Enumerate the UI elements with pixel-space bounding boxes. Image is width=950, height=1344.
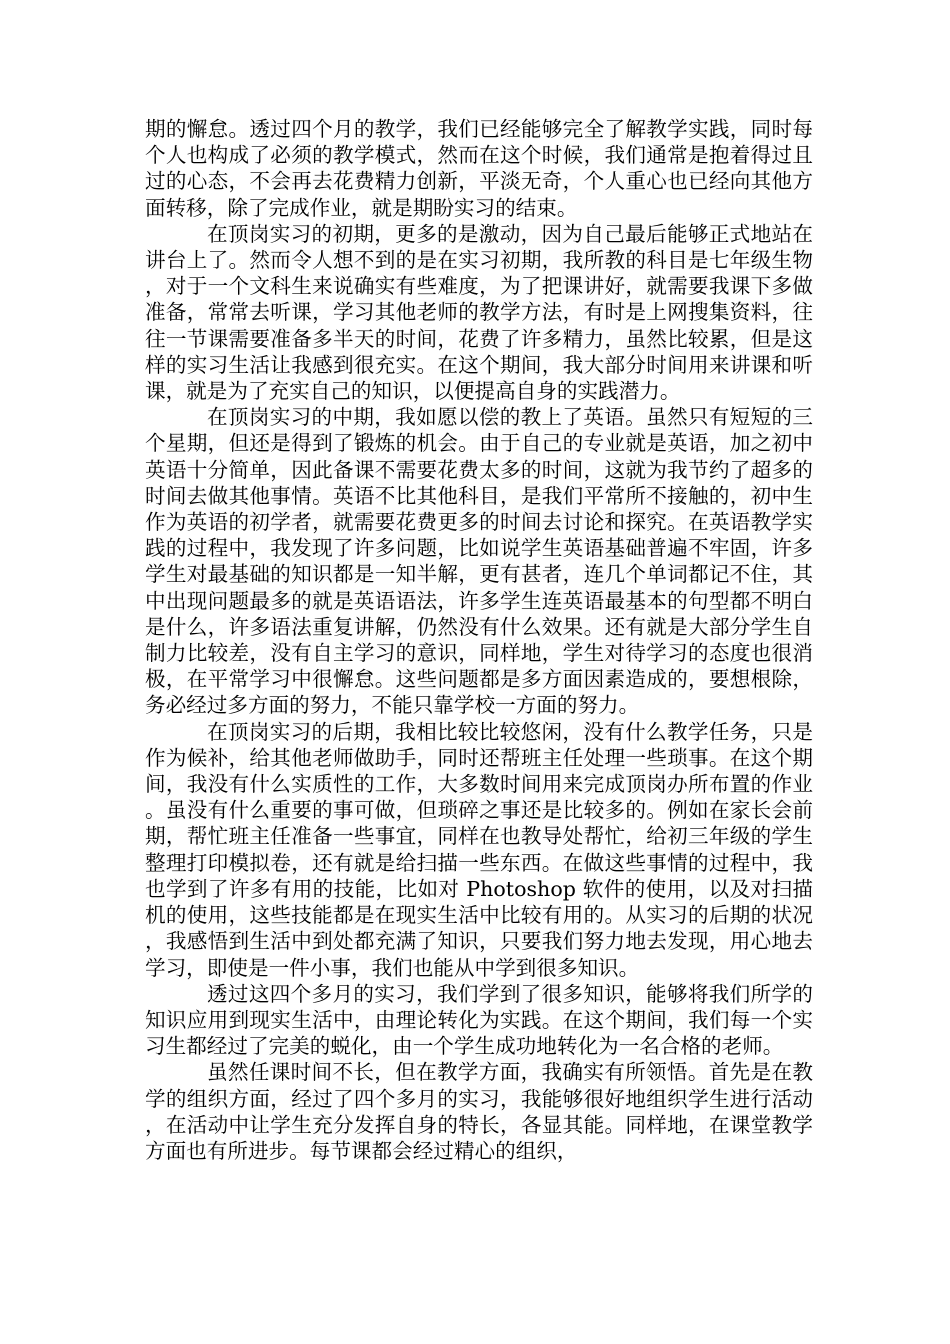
paragraph-continuation: 期的懈怠。透过四个月的教学，我们已经能够完全了解教学实践，同时每个人也构成了必须的教学模式，然而在这个时候，我们通常是抱着得过且过的心态，不会再去花费精力创新，平淡无奇，个人重心也已经向其他方面转移，除了完成作业，就是期盼实习的结束。: [145, 117, 813, 220]
paragraph-summary: 透过这四个多月的实习，我们学到了很多知识，能够将我们所学的知识应用到现实生活中，由理论转化为实践。在这个期间，我们每一个实习生都经过了完美的蜕化，由一个学生成功地转化为一名合格的老师。: [145, 981, 813, 1059]
paragraph-mid-internship: 在顶岗实习的中期，我如愿以偿的教上了英语。虽然只有短短的三个星期，但还是得到了锻炼的机会。由于自己的专业就是英语，加之初中英语十分简单，因此备课不需要花费太多的时间，这就为我节约了超多的时间去做其他事情。英语不比其他科目，是我们平常所不接触的，初中生作为英语的初学者，就需要花费更多的时间去讨论和探究。在英语教学实践的过程中，我发现了许多问题，比如说学生英语基础普遍不牢固，许多学生对最基础的知识都是一知半解，更有甚者，连几个单词都记不住，其中出现问题最多的就是英语语法，许多学生连英语最基本的句型都不明白是什么，许多语法重复讲解，仍然没有什么效果。还有就是大部分学生自制力比较差，没有自主学习的意识，同样地，学生对待学习的态度也很消极，在平常学习中很懈怠。这些问题都是多方面因素造成的，要想根除，务必经过多方面的努力，不能只靠学校一方面的努力。: [145, 405, 813, 718]
document-body: [145, 116, 813, 1164]
paragraph-late-internship: 在顶岗实习的后期，我相比较比较悠闲，没有什么教学任务，只是作为候补，给其他老师做助手，同时还帮班主任处理一些琐事。在这个期间，我没有什么实质性的工作，大多数时间用来完成顶岗办所布置的作业。虽没有什么重要的事可做，但琐碎之事还是比较多的。例如在家长会前期，帮忙班主任准备一些事宜，同样在也教导处帮忙，给初三年级的学生整理打印模拟卷，还有就是给扫描一些东西。在做这些事情的过程中，我也学到了许多有用的技能，比如对 Photoshop 软件的使用，以及对扫描机的使用，这些技能都是在现实生活中比较有用的。从实习的后期的状况，我感悟到生活中到处都充满了知识，只要我们努力地去发现，用心地去学习，即使是一件小事，我们也能从中学到很多知识。: [145, 719, 813, 980]
paragraph-early-internship: 在顶岗实习的初期，更多的是激动，因为自己最后能够正式地站在讲台上了。然而令人想不到的是在实习初期，我所教的科目是七年级生物，对于一个文科生来说确实有些难度，为了把课讲好，就需要我课下多做准备，常常去听课，学习其他老师的教学方法，有时是上网搜集资料，往往一节课需要准备多半天的时间，花费了许多精力，虽然比较累，但是这样的实习生活让我感到很充实。在这个期间，我大部分时间用来讲课和听课，就是为了充实自己的知识，以便提高自身的实践潜力。: [145, 221, 813, 404]
paragraph-teaching-insights: 虽然任课时间不长，但在教学方面，我确实有所领悟。首先是在教学的组织方面，经过了四个多月的实习，我能够很好地组织学生进行活动，在活动中让学生充分发挥自身的特长，各显其能。同样地，在课堂教学方面也有所进步。每节课都会经过精心的组织，: [145, 1060, 813, 1163]
